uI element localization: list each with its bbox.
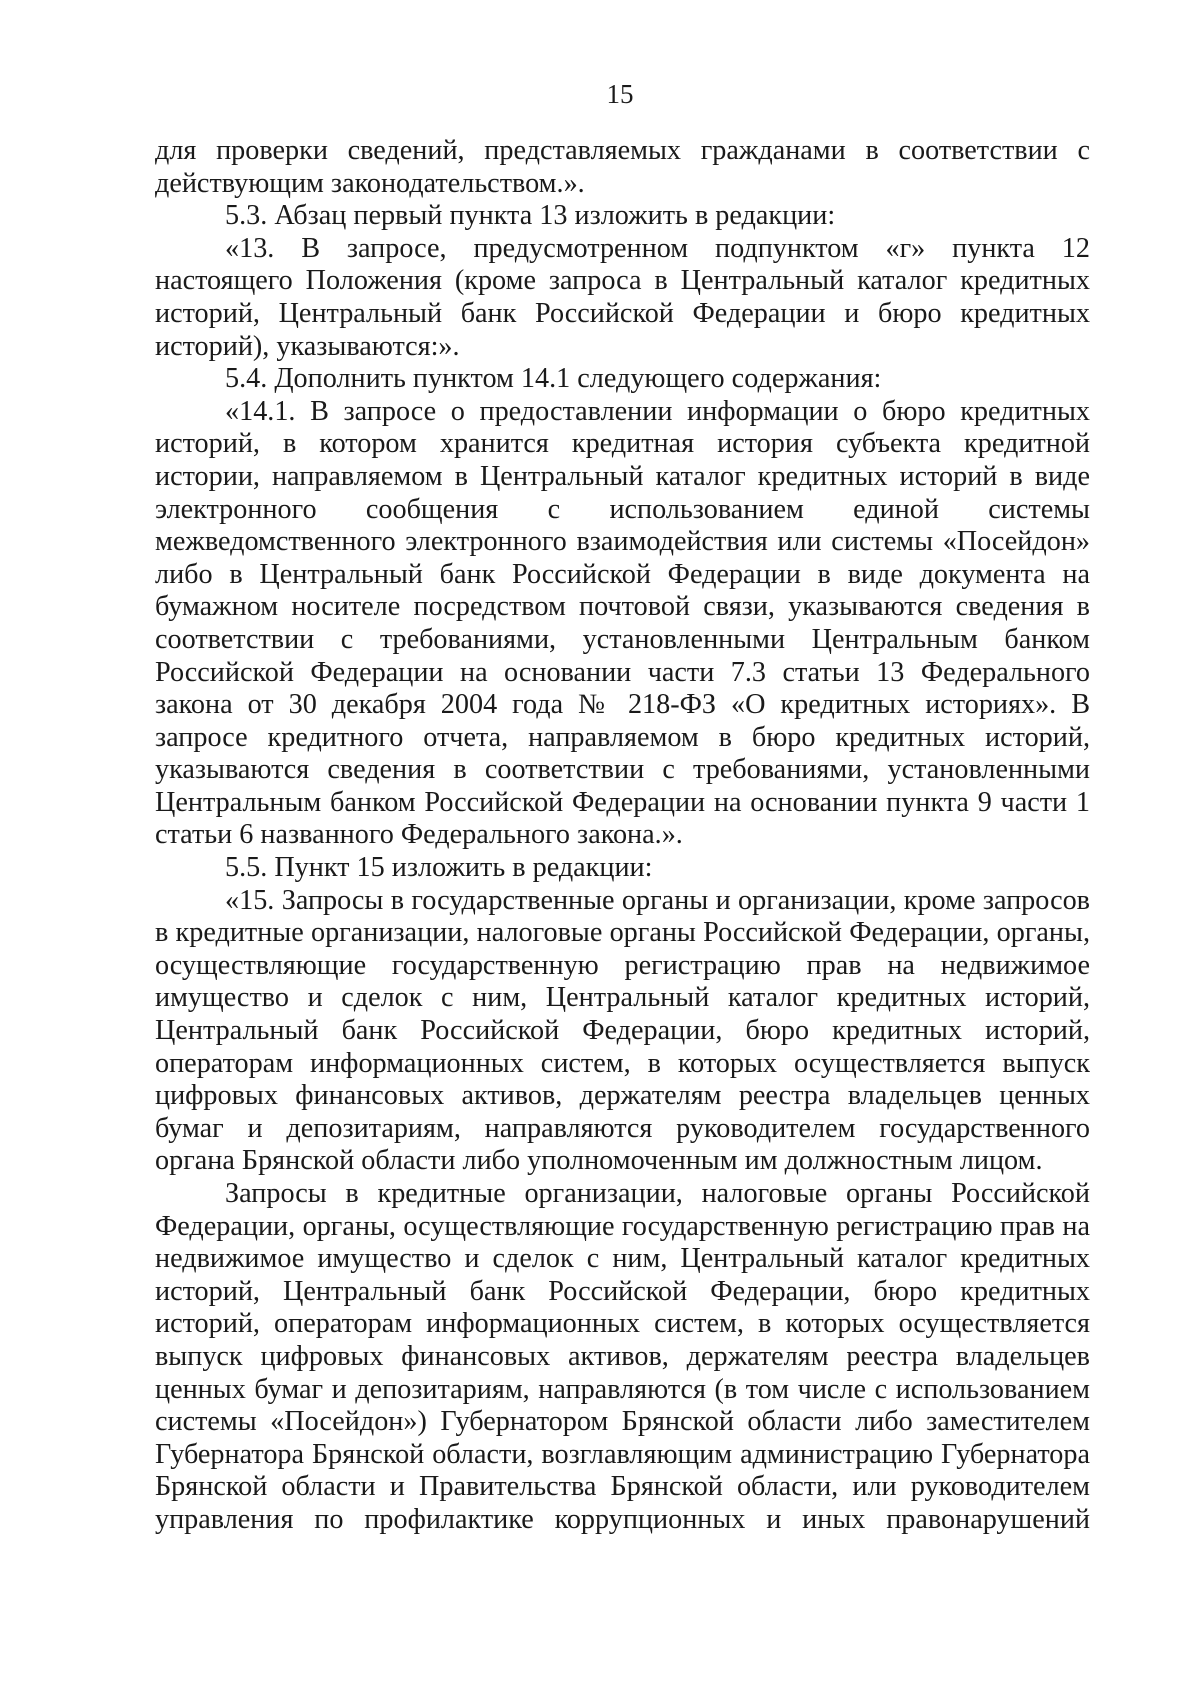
paragraph-item-5-5: 5.5. Пункт 15 изложить в редакции: — [225, 852, 653, 884]
paragraph-point-15: «15. Запросы в государственные органы и организации, кроме запросов в кредитные организации, налоговые органы Российской Федерации, органы, осуществляющие государственную регистрацию прав на недвижимое имущество и сделок с ним, Центральный каталог кредитных историй, Центральный банк Российской Федерации, бюро кредитных историй, операторам информационных систем, в которых осуществляется выпуск цифровых финансовых активов, держателям реестра владельцев ценных бумаг и депозитариям, направляются руководителем государственного органа Брянской области либо уполномоченным им должностным лицом. — [155, 884, 1090, 1177]
paragraph-continuation: для проверки сведений, представляемых гражданами в соответствии с действующим законодательством.». — [155, 135, 1090, 199]
document-body — [155, 135, 1090, 1537]
page-number: 15 — [606, 79, 634, 109]
paragraph-item-5-3: 5.3. Абзац первый пункта 13 изложить в редакции: — [225, 200, 836, 232]
paragraph-requests: Запросы в кредитные организации, налоговые органы Российской Федерации, органы, осуществляющие государственную регистрацию прав на недвижимое имущество и сделок с ним, Центральный каталог кредитных историй, Центральный банк Российской Федерации, бюро кредитных историй, операторам информационных систем, в которых осуществляется выпуск цифровых финансовых активов, держателям реестра владельцев ценных бумаг и депозитариям, направляются (в том числе с использованием системы «Посейдон») Губернатором Брянской области либо заместителем Губернатора Брянской области, возглавляющим администрацию Губернатора Брянской области и Правительства Брянской области, или руководителем управления по профилактике коррупционных и иных правонарушений — [155, 1178, 1090, 1535]
paragraph-point-14-1: «14.1. В запросе о предоставлении информации о бюро кредитных историй, в котором хранится кредитная история субъекта кредитной истории, направляемом в Центральный каталог кредитных историй в виде электронного сообщения с использованием единой системы межведомственного электронного взаимодействия или системы «Посейдон» либо в Центральный банк Российской Федерации в виде документа на бумажном носителе посредством почтовой связи, указываются сведения в соответствии с требованиями, установленными Центральным банком Российской Федерации на основании части 7.3 статьи 13 Федерального закона от 30 декабря 2004 года № 218-ФЗ «О кредитных историях». В запросе кредитного отчета, направляемом в бюро кредитных историй, указываются сведения в соответствии с требованиями, установленными Центральным банком Российской Федерации на основании пункта 9 части 1 статьи 6 названного Федерального закона.». — [155, 395, 1090, 851]
paragraph-point-13: «13. В запросе, предусмотренном подпунктом «г» пункта 12 настоящего Положения (кроме запроса в Центральный каталог кредитных историй, Центральный банк Российской Федерации и бюро кредитных историй), указываются:». — [155, 232, 1090, 362]
paragraph-item-5-4: 5.4. Дополнить пунктом 14.1 следующего содержания: — [225, 363, 882, 395]
